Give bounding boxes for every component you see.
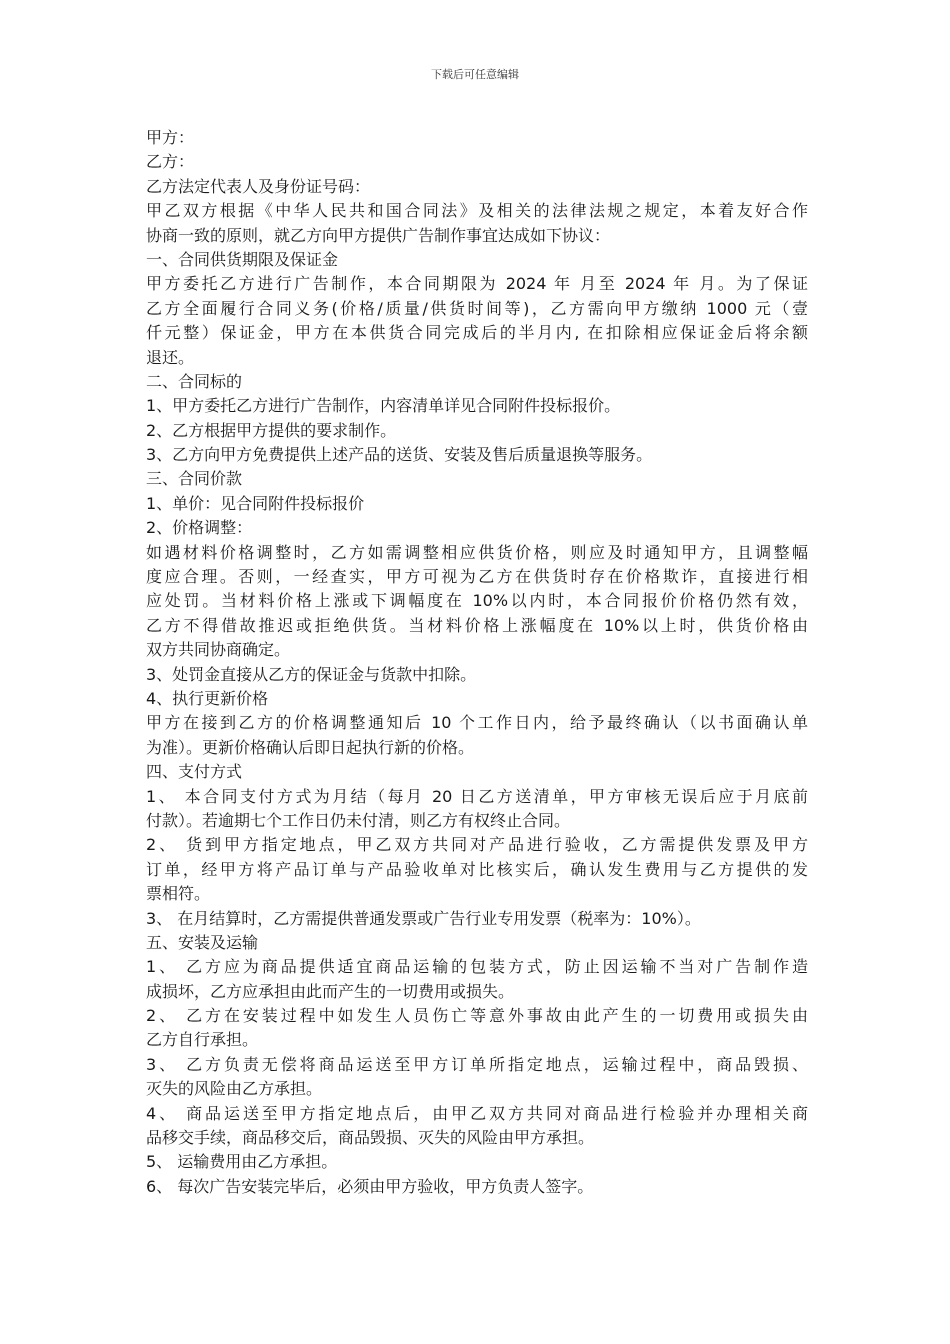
text-line: 1、 本合同支付方式为月结（每月 20 日乙方送清单，甲方审核无误后应于月底前 — [146, 786, 808, 806]
text-line: 3、乙方向甲方免费提供上述产品的送货、安装及售后质量退换等服务。 — [146, 445, 653, 465]
text-line: 甲方委托乙方进行广告制作，本合同期限为 2024 年 月至 2024 年 月。为了保证 — [146, 274, 808, 294]
text-line: 4、执行更新价格 — [146, 688, 269, 708]
text-line: 退还。 — [146, 347, 195, 367]
text-line: 度应合理。否则，一经查实，甲方可视为乙方在供货时存在价格欺诈，直接进行相 — [146, 567, 808, 587]
document-body — [146, 126, 808, 1199]
text-line: 双方共同协商确定。 — [146, 640, 291, 660]
text-line: 6、 每次广告安装完毕后，必须由甲方验收，甲方负责人签字。 — [146, 1176, 594, 1196]
text-line: 1、甲方委托乙方进行广告制作，内容清单详见合同附件投标报价。 — [146, 396, 621, 416]
text-line: 2、乙方根据甲方提供的要求制作。 — [146, 420, 397, 440]
text-line: 1、单价：见合同附件投标报价 — [146, 493, 365, 513]
text-line: 3、 在月结算时，乙方需提供普通发票或广告行业专用发票（税率为：10%）。 — [146, 908, 701, 928]
text-line: 3、处罚金直接从乙方的保证金与货款中扣除。 — [146, 664, 477, 684]
text-line: 5、 运输费用由乙方承担。 — [146, 1152, 338, 1172]
text-line: 乙方： — [146, 152, 195, 172]
text-line: 乙方法定代表人及身份证号码： — [146, 176, 371, 196]
text-line: 乙方全面履行合同义务(价格/质量/供货时间等)，乙方需向甲方缴纳 1000 元（壹 — [146, 298, 808, 318]
text-line: 一、合同供货期限及保证金 — [146, 249, 339, 269]
text-line: 协商一致的原则，就乙方向甲方提供广告制作事宜达成如下协议： — [146, 225, 611, 245]
text-line: 甲方在接到乙方的价格调整通知后 10 个工作日内，给予最终确认（以书面确认单 — [146, 713, 808, 733]
text-line: 2、 货到甲方指定地点，甲乙双方共同对产品进行验收，乙方需提供发票及甲方 — [146, 835, 808, 855]
text-line: 票相符。 — [146, 884, 211, 904]
text-line: 如遇材料价格调整时，乙方如需调整相应供货价格，则应及时通知甲方，且调整幅 — [146, 542, 808, 562]
text-line: 甲乙双方根据《中华人民共和国合同法》及相关的法律法规之规定，本着友好合作 — [146, 201, 808, 221]
text-line: 灭失的风险由乙方承担。 — [146, 1079, 323, 1099]
text-line: 甲方： — [146, 128, 195, 147]
text-line: 4、 商品运送至甲方指定地点后，由甲乙双方共同对商品进行检验并办理相关商 — [146, 1103, 808, 1123]
text-line: 3、 乙方负责无偿将商品运送至甲方订单所指定地点，运输过程中，商品毁损、 — [146, 1054, 808, 1074]
text-line: 四、支付方式 — [146, 762, 243, 782]
text-line: 订单，经甲方将产品订单与产品验收单对比核实后，确认发生费用与乙方提供的发 — [146, 859, 808, 879]
text-line: 付款）。若逾期七个工作日仍未付清，则乙方有权终止合同。 — [146, 810, 571, 830]
text-line: 乙方自行承担。 — [146, 1030, 259, 1050]
text-line: 二、合同标的 — [146, 371, 243, 391]
text-line: 仟元整）保证金，甲方在本供货合同完成后的半月内, 在扣除相应保证金后将余额 — [146, 323, 808, 343]
text-line: 应处罚。当材料价格上涨或下调幅度在 10%以内时，本合同报价价格仍然有效， — [146, 591, 808, 611]
text-line: 1、 乙方应为商品提供适宜商品运输的包装方式，防止因运输不当对广告制作造 — [146, 957, 808, 977]
text-line: 五、安装及运输 — [146, 932, 259, 952]
text-line: 品移交手续，商品移交后，商品毁损、灭失的风险由甲方承担。 — [146, 1128, 595, 1148]
page-header: 下载后可任意编辑 — [431, 68, 519, 81]
text-line: 三、合同价款 — [146, 469, 243, 489]
text-line: 2、 乙方在安装过程中如发生人员伤亡等意外事故由此产生的一切费用或损失由 — [146, 1006, 808, 1026]
text-line: 2、价格调整： — [146, 518, 253, 538]
text-line: 成损坏，乙方应承担由此而产生的一切费用或损失。 — [146, 981, 515, 1001]
text-line: 乙方不得借故推迟或拒绝供货。当材料价格上涨幅度在 10%以上时，供货价格由 — [146, 615, 808, 635]
text-line: 为准）。更新价格确认后即日起执行新的价格。 — [146, 737, 475, 757]
